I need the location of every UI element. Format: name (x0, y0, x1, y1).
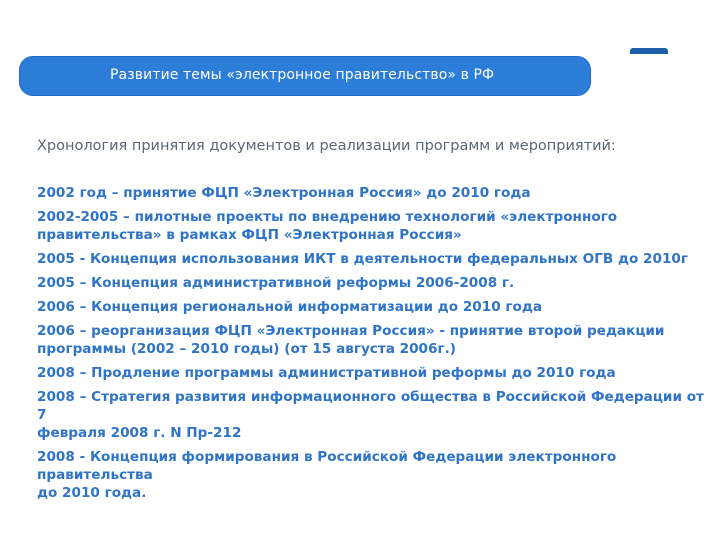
list-item-line: правительства» в рамках ФЦП «Электронная Россия» (37, 227, 462, 243)
list-item-line: 2008 – Продление программы административной реформы до 2010 года (37, 365, 616, 381)
corner-decoration (630, 48, 668, 54)
list-item-line: программы (2002 – 2010 годы) (от 15 августа 2006г.) (37, 341, 456, 357)
list-item (37, 448, 709, 502)
slide-header-bar (19, 56, 591, 96)
list-item-line: 2008 - Концепция формирования в Российской Федерации электронного правительства (37, 449, 617, 483)
list-item-line: 2006 – Концепция региональной информатизации до 2010 года (37, 299, 543, 315)
list-item-line: февраля 2008 г. N Пр-212 (37, 425, 242, 441)
slide-title: Развитие темы «электронное правительство» в РФ (110, 67, 495, 83)
list-item-line: 2005 – Концепция административной реформы 2006-2008 г. (37, 275, 515, 291)
list-item (37, 184, 709, 202)
list-item-line: 2008 – Стратегия развития информационного общества в Российской Федерации от 7 (37, 389, 704, 423)
chronology-heading: Хронология принятия документов и реализации программ и мероприятий: (37, 138, 616, 154)
list-item-line: 2005 - Концепция использования ИКТ в деятельности федеральных ОГВ до 2010г (37, 251, 688, 267)
list-item (37, 298, 709, 316)
list-item (37, 250, 709, 268)
list-item (37, 364, 709, 382)
chronology-list (37, 184, 709, 508)
list-item (37, 322, 709, 358)
list-item (37, 274, 709, 292)
list-item-line: 2002-2005 – пилотные проекты по внедрению технологий «электронного (37, 209, 618, 225)
list-item-line: 2002 год – принятие ФЦП «Электронная Россия» до 2010 года (37, 185, 531, 201)
list-item-line: 2006 – реорганизация ФЦП «Электронная Россия» - принятие второй редакции (37, 323, 665, 339)
list-item (37, 208, 709, 244)
list-item-line: до 2010 года. (37, 485, 147, 501)
list-item (37, 388, 709, 442)
